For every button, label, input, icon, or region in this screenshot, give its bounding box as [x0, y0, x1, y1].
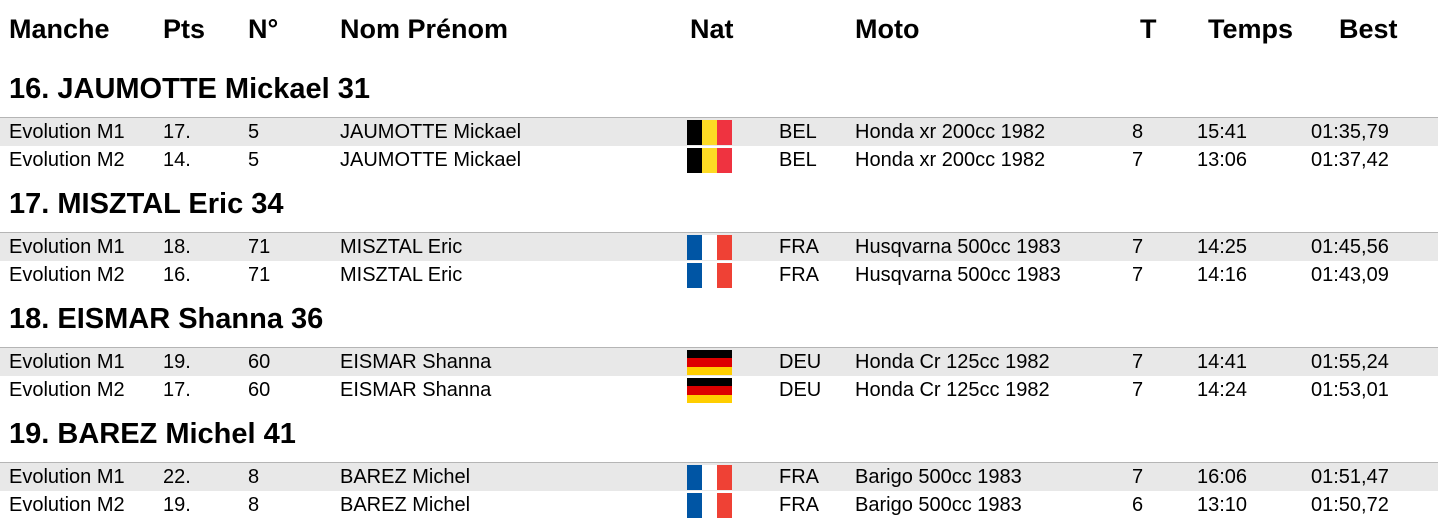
cell-best: 01:43,09 — [1311, 264, 1389, 286]
header-t: T — [1140, 14, 1157, 44]
cell-temps: 13:10 — [1197, 494, 1248, 516]
group-title: 17. MISZTAL Eric 34 — [9, 188, 284, 220]
cell-t: 6 — [1132, 494, 1144, 516]
cell-num: 8 — [248, 494, 260, 516]
cell-pts: 16. — [163, 264, 191, 286]
cell-moto: Barigo 500cc 1983 — [855, 466, 1022, 488]
header-temps: Temps — [1208, 14, 1294, 44]
cell-temps: 14:25 — [1197, 236, 1248, 258]
group-title: 18. EISMAR Shanna 36 — [9, 303, 324, 335]
result-row — [0, 146, 1438, 175]
cell-pts: 18. — [163, 236, 191, 258]
belgium-flag-icon — [687, 120, 732, 145]
cell-best: 01:51,47 — [1311, 466, 1389, 488]
cell-nom: MISZTAL Eric — [340, 236, 463, 258]
cell-best: 01:53,01 — [1311, 379, 1389, 401]
cell-num: 8 — [248, 466, 260, 488]
cell-temps: 14:24 — [1197, 379, 1248, 401]
result-row — [0, 462, 1438, 491]
cell-t: 7 — [1132, 149, 1144, 171]
header-pts: Pts — [163, 14, 206, 44]
cell-moto: Honda Cr 125cc 1982 — [855, 379, 1050, 401]
header-nom: Nom Prénom — [340, 14, 509, 44]
cell-t: 7 — [1132, 351, 1144, 373]
cell-manche: Evolution M1 — [9, 466, 125, 488]
cell-nat: BEL — [779, 121, 817, 143]
cell-manche: Evolution M1 — [9, 236, 125, 258]
germany-flag-icon — [687, 350, 732, 375]
header-moto: Moto — [855, 14, 920, 44]
cell-moto: Barigo 500cc 1983 — [855, 494, 1022, 516]
cell-best: 01:50,72 — [1311, 494, 1389, 516]
group-title: 19. BAREZ Michel 41 — [9, 418, 296, 450]
cell-nat: FRA — [779, 466, 819, 488]
header-manche: Manche — [9, 14, 110, 44]
header-num: N° — [248, 14, 279, 44]
cell-nom: EISMAR Shanna — [340, 351, 492, 373]
result-row — [0, 117, 1438, 146]
cell-manche: Evolution M2 — [9, 149, 125, 171]
cell-pts: 14. — [163, 149, 191, 171]
cell-t: 7 — [1132, 466, 1144, 488]
result-row — [0, 491, 1438, 520]
cell-num: 5 — [248, 121, 260, 143]
france-flag-icon — [687, 263, 732, 288]
belgium-flag-icon — [687, 148, 732, 173]
cell-best: 01:45,56 — [1311, 236, 1389, 258]
cell-pts: 19. — [163, 494, 191, 516]
result-row — [0, 232, 1438, 261]
cell-manche: Evolution M2 — [9, 494, 125, 516]
cell-nom: JAUMOTTE Mickael — [340, 121, 522, 143]
cell-best: 01:37,42 — [1311, 149, 1389, 171]
cell-num: 5 — [248, 149, 260, 171]
cell-nom: BAREZ Michel — [340, 466, 471, 488]
cell-temps: 13:06 — [1197, 149, 1248, 171]
cell-moto: Husqvarna 500cc 1983 — [855, 264, 1061, 286]
cell-t: 7 — [1132, 264, 1144, 286]
cell-best: 01:55,24 — [1311, 351, 1389, 373]
cell-pts: 17. — [163, 121, 191, 143]
result-row — [0, 347, 1438, 376]
cell-manche: Evolution M1 — [9, 121, 125, 143]
cell-nat: FRA — [779, 494, 819, 516]
cell-num: 71 — [248, 236, 271, 258]
france-flag-icon — [687, 235, 732, 260]
cell-nat: FRA — [779, 264, 819, 286]
cell-nom: EISMAR Shanna — [340, 379, 492, 401]
cell-moto: Husqvarna 500cc 1983 — [855, 236, 1061, 258]
cell-num: 71 — [248, 264, 271, 286]
header-best: Best — [1339, 14, 1398, 44]
cell-pts: 22. — [163, 466, 191, 488]
cell-nat: DEU — [779, 351, 822, 373]
cell-temps: 15:41 — [1197, 121, 1248, 143]
france-flag-icon — [687, 465, 732, 490]
cell-t: 7 — [1132, 379, 1144, 401]
cell-manche: Evolution M2 — [9, 379, 125, 401]
germany-flag-icon — [687, 378, 732, 403]
cell-manche: Evolution M2 — [9, 264, 125, 286]
header-nat: Nat — [690, 14, 734, 44]
cell-pts: 19. — [163, 351, 191, 373]
france-flag-icon — [687, 493, 732, 518]
cell-moto: Honda Cr 125cc 1982 — [855, 351, 1050, 373]
cell-temps: 14:41 — [1197, 351, 1248, 373]
group-title: 16. JAUMOTTE Mickael 31 — [9, 73, 371, 105]
cell-best: 01:35,79 — [1311, 121, 1389, 143]
cell-pts: 17. — [163, 379, 191, 401]
cell-nat: DEU — [779, 379, 822, 401]
result-row — [0, 376, 1438, 405]
cell-moto: Honda xr 200cc 1982 — [855, 121, 1046, 143]
cell-temps: 16:06 — [1197, 466, 1248, 488]
cell-num: 60 — [248, 351, 271, 373]
cell-nat: FRA — [779, 236, 819, 258]
cell-manche: Evolution M1 — [9, 351, 125, 373]
cell-nom: BAREZ Michel — [340, 494, 471, 516]
results-header-row — [0, 0, 1438, 56]
cell-nom: MISZTAL Eric — [340, 264, 463, 286]
result-row — [0, 261, 1438, 290]
cell-temps: 14:16 — [1197, 264, 1248, 286]
cell-moto: Honda xr 200cc 1982 — [855, 149, 1046, 171]
cell-nat: BEL — [779, 149, 817, 171]
cell-t: 7 — [1132, 236, 1144, 258]
cell-num: 60 — [248, 379, 271, 401]
cell-nom: JAUMOTTE Mickael — [340, 149, 522, 171]
cell-t: 8 — [1132, 121, 1144, 143]
